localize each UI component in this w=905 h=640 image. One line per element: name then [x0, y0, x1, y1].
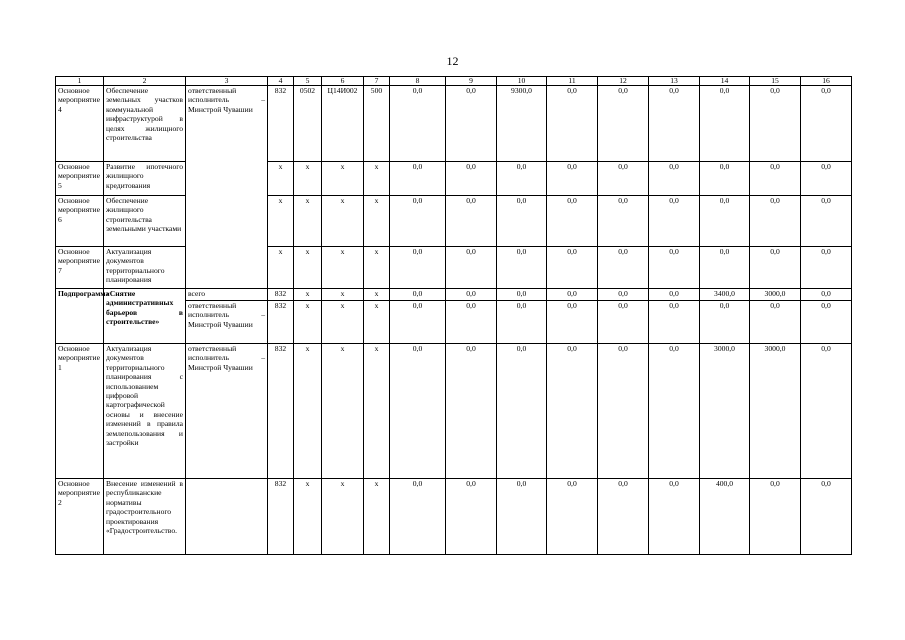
amount-cell: 0,0 — [750, 247, 801, 289]
amount-cell: 0,0 — [446, 162, 497, 196]
code-grbs: 832 — [268, 289, 294, 301]
header-cell: 10 — [497, 77, 547, 86]
amount-cell: 0,0 — [801, 289, 852, 301]
amount-cell: 0,0 — [750, 479, 801, 555]
header-row — [56, 77, 852, 86]
table-row — [56, 344, 852, 479]
amount-cell: 0,0 — [700, 301, 750, 344]
amount-cell: 0,0 — [390, 301, 446, 344]
table-row — [56, 86, 852, 162]
executor-cell: ответственный исполнитель – Минстрой Чувашии — [186, 344, 268, 479]
code-type: 500 — [364, 86, 390, 162]
amount-cell: 0,0 — [700, 196, 750, 247]
code-target: Ц14И002 — [322, 86, 364, 162]
amount-cell: 0,0 — [497, 289, 547, 301]
table-row — [56, 247, 852, 289]
amount-cell: 0,0 — [649, 301, 700, 344]
amount-cell: 0,0 — [390, 479, 446, 555]
executor-cell — [186, 479, 268, 555]
header-cell: 12 — [598, 77, 649, 86]
amount-cell: 0,0 — [801, 479, 852, 555]
header-cell: 14 — [700, 77, 750, 86]
amount-cell: 0,0 — [446, 289, 497, 301]
table-row — [56, 196, 852, 247]
activity-title: Развитие ипотечного жилищного кредитования — [104, 162, 186, 196]
executor-cell — [186, 162, 268, 196]
amount-cell: 0,0 — [801, 301, 852, 344]
amount-cell: 0,0 — [446, 196, 497, 247]
code-section: x — [294, 289, 322, 301]
amount-cell: 0,0 — [649, 162, 700, 196]
code-type: x — [364, 344, 390, 479]
header-cell: 6 — [322, 77, 364, 86]
activity-title: Актуализация документов территориального планирования с использованием цифровой картографической основы и внесение изменений в правила землепользования и застройки — [104, 344, 186, 479]
code-grbs: 832 — [268, 479, 294, 555]
amount-cell: 0,0 — [547, 289, 598, 301]
amount-cell: 400,0 — [700, 479, 750, 555]
amount-cell: 0,0 — [598, 86, 649, 162]
amount-cell: 0,0 — [801, 344, 852, 479]
activity-title: Обеспечение жилищного строительства земельными участками — [104, 196, 186, 247]
amount-cell: 0,0 — [649, 344, 700, 479]
code-target: x — [322, 196, 364, 247]
header-cell: 15 — [750, 77, 801, 86]
amount-cell: 0,0 — [649, 479, 700, 555]
executor-cell: всего — [186, 289, 268, 301]
header-cell: 3 — [186, 77, 268, 86]
amount-cell: 0,0 — [390, 289, 446, 301]
code-section: x — [294, 344, 322, 479]
amount-cell: 0,0 — [497, 301, 547, 344]
amount-cell: 0,0 — [390, 344, 446, 479]
amount-cell: 0,0 — [598, 162, 649, 196]
header-cell: 7 — [364, 77, 390, 86]
header-cell: 9 — [446, 77, 497, 86]
amount-cell: 0,0 — [801, 247, 852, 289]
code-section: x — [294, 196, 322, 247]
table-body — [56, 77, 852, 555]
amount-cell: 0,0 — [801, 196, 852, 247]
amount-cell: 0,0 — [547, 344, 598, 479]
amount-cell: 0,0 — [446, 247, 497, 289]
code-target: x — [322, 162, 364, 196]
code-type: x — [364, 289, 390, 301]
amount-cell: 3000,0 — [750, 344, 801, 479]
amount-cell: 0,0 — [547, 86, 598, 162]
amount-cell: 0,0 — [390, 196, 446, 247]
amount-cell: 0,0 — [801, 162, 852, 196]
code-grbs: 832 — [268, 301, 294, 344]
code-target: x — [322, 479, 364, 555]
amount-cell: 0,0 — [750, 162, 801, 196]
amount-cell: 3000,0 — [700, 344, 750, 479]
executor-cell: ответственный исполнитель – Минстрой Чувашии — [186, 86, 268, 162]
activity-title: Обеспечение земельных участков коммунальной инфраструктурой в целях жилищного строительства — [104, 86, 186, 162]
amount-cell: 9300,0 — [497, 86, 547, 162]
amount-cell: 0,0 — [446, 301, 497, 344]
code-target: x — [322, 301, 364, 344]
code-grbs: 832 — [268, 86, 294, 162]
activity-label: Основное мероприятие 5 — [56, 162, 104, 196]
header-cell: 5 — [294, 77, 322, 86]
table-row — [56, 289, 852, 301]
amount-cell: 0,0 — [497, 344, 547, 479]
activity-title: Внесение изменений в республиканские нормативы градостроительного проектирования «Градостроительство. — [104, 479, 186, 555]
amount-cell: 0,0 — [497, 196, 547, 247]
amount-cell: 0,0 — [700, 86, 750, 162]
header-cell: 4 — [268, 77, 294, 86]
header-cell: 2 — [104, 77, 186, 86]
amount-cell: 0,0 — [649, 289, 700, 301]
header-cell: 8 — [390, 77, 446, 86]
amount-cell: 0,0 — [497, 479, 547, 555]
amount-cell: 0,0 — [598, 344, 649, 479]
amount-cell: 0,0 — [598, 479, 649, 555]
code-grbs: 832 — [268, 344, 294, 479]
code-section: x — [294, 247, 322, 289]
header-cell: 16 — [801, 77, 852, 86]
amount-cell: 0,0 — [446, 479, 497, 555]
subprogram-label: Подпрограмма — [56, 289, 104, 344]
code-section: x — [294, 162, 322, 196]
amount-cell: 0,0 — [598, 301, 649, 344]
program-table — [55, 76, 852, 555]
amount-cell: 0,0 — [547, 247, 598, 289]
code-grbs: x — [268, 247, 294, 289]
amount-cell: 0,0 — [700, 162, 750, 196]
code-target: x — [322, 289, 364, 301]
header-cell: 1 — [56, 77, 104, 86]
code-grbs: x — [268, 196, 294, 247]
amount-cell: 0,0 — [547, 196, 598, 247]
activity-title: Актуализация документов территориального планирования — [104, 247, 186, 289]
code-section: 0502 — [294, 86, 322, 162]
code-type: x — [364, 301, 390, 344]
amount-cell: 0,0 — [497, 162, 547, 196]
code-section: x — [294, 301, 322, 344]
amount-cell: 0,0 — [700, 247, 750, 289]
amount-cell: 0,0 — [598, 247, 649, 289]
activity-label: Основное мероприятие 7 — [56, 247, 104, 289]
code-target: x — [322, 344, 364, 479]
amount-cell: 0,0 — [649, 86, 700, 162]
executor-cell — [186, 247, 268, 289]
code-target: x — [322, 247, 364, 289]
amount-cell: 0,0 — [446, 86, 497, 162]
table-row — [56, 479, 852, 555]
amount-cell: 0,0 — [598, 289, 649, 301]
amount-cell: 0,0 — [649, 196, 700, 247]
amount-cell: 0,0 — [390, 86, 446, 162]
amount-cell: 0,0 — [750, 196, 801, 247]
header-cell: 13 — [649, 77, 700, 86]
subprogram-title: «Снятие административных барьеров в строительстве» — [104, 289, 186, 344]
amount-cell: 0,0 — [547, 479, 598, 555]
executor-cell: ответственный исполнитель – Минстрой Чувашии — [186, 301, 268, 344]
amount-cell: 3000,0 — [750, 289, 801, 301]
amount-cell: 0,0 — [547, 162, 598, 196]
table-row — [56, 162, 852, 196]
amount-cell: 0,0 — [446, 344, 497, 479]
code-type: x — [364, 196, 390, 247]
page-number: 12 — [446, 54, 459, 68]
header-cell: 11 — [547, 77, 598, 86]
amount-cell: 0,0 — [598, 196, 649, 247]
executor-cell — [186, 196, 268, 247]
code-section: x — [294, 479, 322, 555]
activity-label: Основное мероприятие 1 — [56, 344, 104, 479]
code-type: x — [364, 162, 390, 196]
activity-label: Основное мероприятие 6 — [56, 196, 104, 247]
amount-cell: 0,0 — [390, 162, 446, 196]
amount-cell: 0,0 — [390, 247, 446, 289]
code-type: x — [364, 479, 390, 555]
amount-cell: 0,0 — [801, 86, 852, 162]
amount-cell: 0,0 — [649, 247, 700, 289]
activity-label: Основное мероприятие 2 — [56, 479, 104, 555]
amount-cell: 0,0 — [750, 301, 801, 344]
code-grbs: x — [268, 162, 294, 196]
amount-cell: 0,0 — [750, 86, 801, 162]
code-type: x — [364, 247, 390, 289]
amount-cell: 0,0 — [547, 301, 598, 344]
activity-label: Основное мероприятие 4 — [56, 86, 104, 162]
amount-cell: 0,0 — [497, 247, 547, 289]
amount-cell: 3400,0 — [700, 289, 750, 301]
